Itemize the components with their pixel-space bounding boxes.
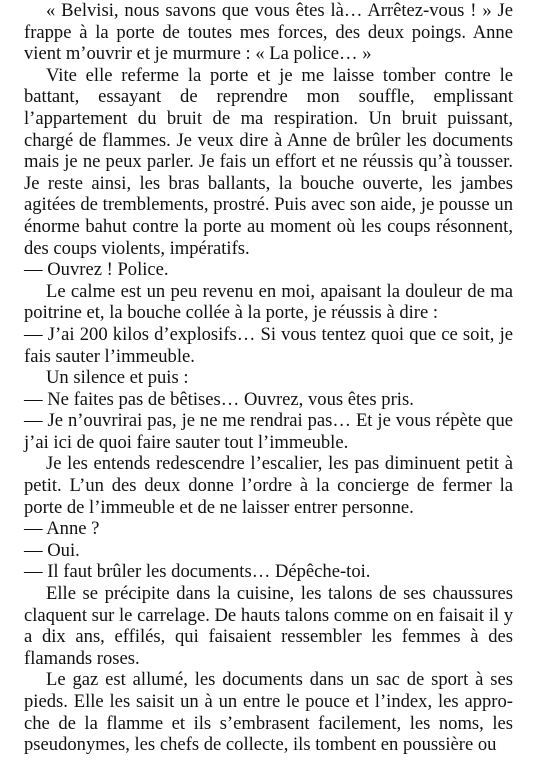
dialogue-line: — Anne ?: [24, 518, 100, 540]
paragraph: Je les entends redescendre l’escalier, les pas diminuent petit à petit. L’un des deux donne l’ordre à la concierge de fermer la porte de l’immeuble et de ne laisser entrer personne.: [24, 453, 513, 518]
dialogue-line: — Il faut brûler les documents… Dépêche-toi.: [24, 561, 371, 583]
dialogue-line: — Oui.: [24, 539, 80, 561]
paragraph: Le gaz est allumé, les documents dans un sac de sport à ses pieds. Elle les saisit un à un entre le pouce et l’index, les approche de la flamme et ils s’embrasent facilement, les noms, les pseudonymes, les chefs de collecte, ils tombent en poussière ou: [24, 669, 513, 756]
paragraph: Un silence et puis :: [46, 367, 189, 389]
dialogue-line: — J’ai 200 kilos d’explosifs… Si vous tentez quoi que ce soit, je fais sauter l’immeuble.: [24, 323, 513, 367]
paragraph: « Belvisi, nous savons que vous êtes là… Arrêtez-vous ! » Je frappe à la porte de toutes mes forces, des deux poings. Anne vient m’ouvrir et je murmure : « La police… »: [24, 0, 513, 65]
paragraph: Elle se précipite dans la cuisine, les talons de ses chaussures claquent sur le carrelage. De hauts talons comme on en faisait il y a dix ans, effilés, qui faisaient ressembler les femmes à des flamands roses.: [24, 583, 513, 669]
book-page: [24, 0, 513, 756]
dialogue-line: — Ne faites pas de bêtises… Ouvrez, vous êtes pris.: [24, 388, 414, 410]
paragraph: Vite elle referme la porte et je me laisse tomber contre le battant, essayant de reprendre mon souffle, emplissant l’appartement du bruit de ma respiration. Un bruit puissant, chargé de flammes. Je veux dire à Anne de brûler les documents mais je ne peux parler. Je fais un effort et ne réussis qu’à tousser. Je reste ainsi, les bras ballants, la bouche ouverte, les jambes agitées de tremblements, prostré. Puis avec son aide, je pousse un énorme bahut contre la porte au moment où les coups résonnent, des coups violents, impératifs.: [24, 64, 513, 259]
paragraph: Le calme est un peu revenu en moi, apaisant la douleur de ma poitrine et, la bouche collée à la porte, je réussis à dire :: [24, 280, 513, 324]
dialogue-line: — Ouvrez ! Police.: [24, 259, 169, 281]
dialogue-line: — Je n’ouvrirai pas, je ne me rendrai pas… Et je vous répète que j’ai ici de quoi faire sauter tout l’immeuble.: [24, 410, 513, 453]
